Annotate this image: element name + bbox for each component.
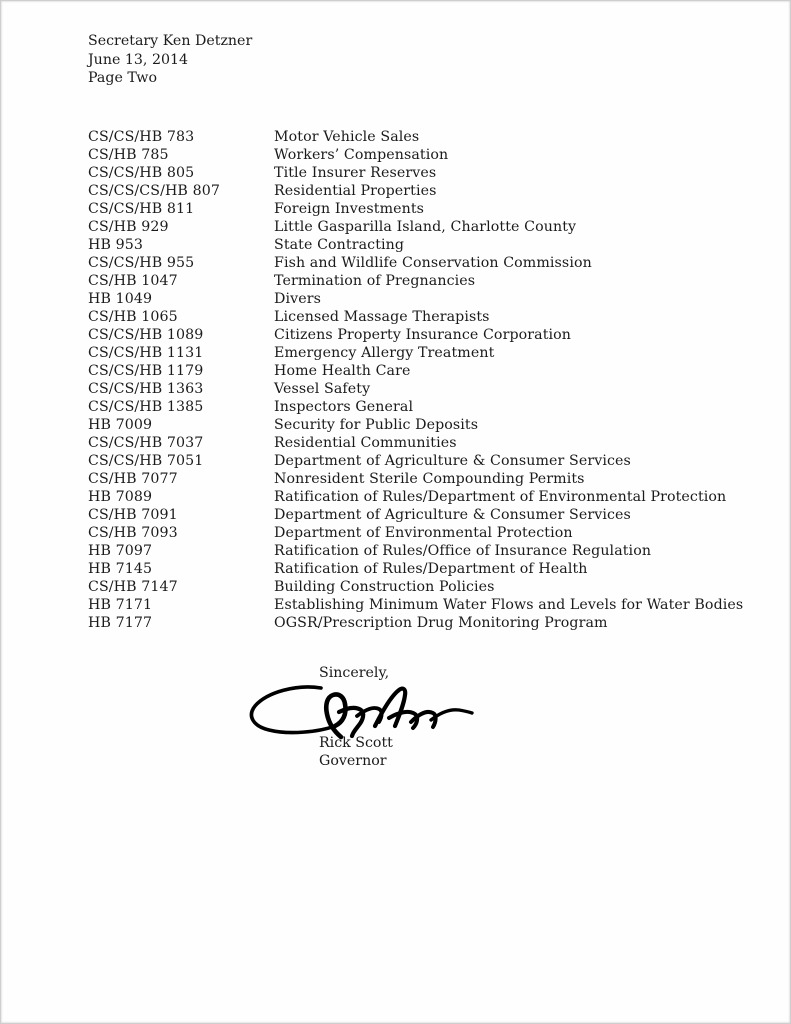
bill-number: CS/HB 785 bbox=[88, 147, 169, 163]
bill-number: CS/CS/HB 7037 bbox=[88, 435, 204, 451]
bill-number: CS/CS/HB 1179 bbox=[88, 363, 204, 379]
bill-title: Nonresident Sterile Compounding Permits bbox=[274, 471, 585, 487]
bill-number: CS/HB 7091 bbox=[88, 507, 178, 523]
bill-number: HB 7177 bbox=[88, 615, 153, 631]
bill-title: State Contracting bbox=[274, 237, 405, 253]
bill-row bbox=[88, 254, 708, 272]
bill-number: HB 7097 bbox=[88, 543, 153, 559]
bill-row bbox=[88, 164, 708, 182]
bill-title: Motor Vehicle Sales bbox=[274, 129, 420, 145]
bill-row bbox=[88, 542, 708, 560]
bill-row bbox=[88, 452, 708, 470]
bill-row bbox=[88, 272, 708, 290]
bill-title: Workers’ Compensation bbox=[274, 147, 449, 163]
bill-number: HB 1049 bbox=[88, 291, 153, 307]
bill-title: Ratification of Rules/Department of Health bbox=[274, 561, 588, 577]
bill-number: CS/HB 7077 bbox=[88, 471, 178, 487]
bill-list bbox=[88, 128, 744, 632]
bill-number: HB 953 bbox=[88, 237, 143, 253]
bill-title: Foreign Investments bbox=[274, 201, 425, 217]
bill-title: Residential Communities bbox=[274, 435, 457, 451]
signer-title: Governor bbox=[319, 753, 387, 769]
bill-number: HB 7171 bbox=[88, 597, 153, 613]
bill-title: Divers bbox=[274, 291, 321, 307]
bill-title: Emergency Allergy Treatment bbox=[274, 345, 495, 361]
bill-number: CS/CS/HB 1089 bbox=[88, 327, 204, 343]
bill-number: CS/HB 7093 bbox=[88, 525, 178, 541]
bill-number: CS/CS/HB 1363 bbox=[88, 381, 204, 397]
bill-row bbox=[88, 218, 708, 236]
bill-number: CS/CS/CS/HB 807 bbox=[88, 183, 220, 199]
bill-title: Home Health Care bbox=[274, 363, 411, 379]
bill-title: Licensed Massage Therapists bbox=[274, 309, 490, 325]
bill-row bbox=[88, 470, 708, 488]
bill-row bbox=[88, 398, 708, 416]
bill-title: Inspectors General bbox=[274, 399, 414, 415]
bill-title: Residential Properties bbox=[274, 183, 437, 199]
bill-number: CS/HB 1047 bbox=[88, 273, 178, 289]
bill-number: CS/CS/HB 805 bbox=[88, 165, 195, 181]
recipient-line: Secretary Ken Detzner bbox=[88, 33, 253, 49]
bill-number: HB 7009 bbox=[88, 417, 153, 433]
bill-number: CS/CS/HB 783 bbox=[88, 129, 195, 145]
bill-title: Establishing Minimum Water Flows and Levels for Water Bodies bbox=[274, 597, 744, 613]
bill-row bbox=[88, 146, 708, 164]
bill-row bbox=[88, 578, 708, 596]
signer-name: Rick Scott bbox=[319, 735, 393, 751]
bill-title: Vessel Safety bbox=[274, 381, 371, 397]
bill-number: HB 7145 bbox=[88, 561, 153, 577]
bill-row bbox=[88, 308, 708, 326]
bill-title: Department of Environmental Protection bbox=[274, 525, 573, 541]
bill-number: CS/CS/HB 955 bbox=[88, 255, 195, 271]
bill-number: CS/HB 929 bbox=[88, 219, 169, 235]
bill-row bbox=[88, 614, 708, 632]
bill-title: OGSR/Prescription Drug Monitoring Program bbox=[274, 615, 608, 631]
bill-title: Security for Public Deposits bbox=[274, 417, 479, 433]
bill-title: Ratification of Rules/Department of Environmental Protection bbox=[274, 489, 727, 505]
bill-title: Department of Agriculture & Consumer Services bbox=[274, 507, 631, 523]
closing-salutation: Sincerely, bbox=[319, 665, 390, 681]
bill-row bbox=[88, 488, 727, 506]
signature-block bbox=[319, 664, 579, 769]
bill-number: CS/HB 7147 bbox=[88, 579, 178, 595]
bill-title: Building Construction Policies bbox=[274, 579, 495, 595]
bill-title: Citizens Property Insurance Corporation bbox=[274, 327, 572, 343]
bill-row bbox=[88, 290, 708, 308]
bill-row bbox=[88, 506, 708, 524]
bill-number: HB 7089 bbox=[88, 489, 153, 505]
bill-row bbox=[88, 326, 708, 344]
bill-row bbox=[88, 596, 744, 614]
bill-title: Title Insurer Reserves bbox=[274, 165, 437, 181]
page-label: Page Two bbox=[88, 70, 157, 86]
bill-row bbox=[88, 182, 708, 200]
bill-row bbox=[88, 128, 708, 146]
date-line: June 13, 2014 bbox=[88, 51, 189, 68]
bill-row bbox=[88, 434, 708, 452]
bill-title: Ratification of Rules/Office of Insurance Regulation bbox=[274, 543, 652, 559]
bill-number: CS/CS/HB 1385 bbox=[88, 399, 204, 415]
bill-row bbox=[88, 524, 708, 542]
bill-title: Termination of Pregnancies bbox=[274, 273, 476, 289]
bill-title: Fish and Wildlife Conservation Commission bbox=[274, 255, 592, 271]
letterhead bbox=[88, 32, 252, 88]
bill-row bbox=[88, 416, 708, 434]
bill-number: CS/CS/HB 1131 bbox=[88, 345, 204, 361]
bill-row bbox=[88, 344, 708, 362]
bill-row bbox=[88, 200, 708, 218]
bill-title: Department of Agriculture & Consumer Services bbox=[274, 453, 631, 469]
bill-row bbox=[88, 380, 708, 398]
bill-row bbox=[88, 236, 708, 254]
bill-number: CS/CS/HB 811 bbox=[88, 201, 195, 217]
bill-row bbox=[88, 560, 708, 578]
bill-number: CS/HB 1065 bbox=[88, 309, 178, 325]
bill-row bbox=[88, 362, 708, 380]
bill-title: Little Gasparilla Island, Charlotte County bbox=[274, 219, 577, 235]
bill-number: CS/CS/HB 7051 bbox=[88, 453, 204, 469]
